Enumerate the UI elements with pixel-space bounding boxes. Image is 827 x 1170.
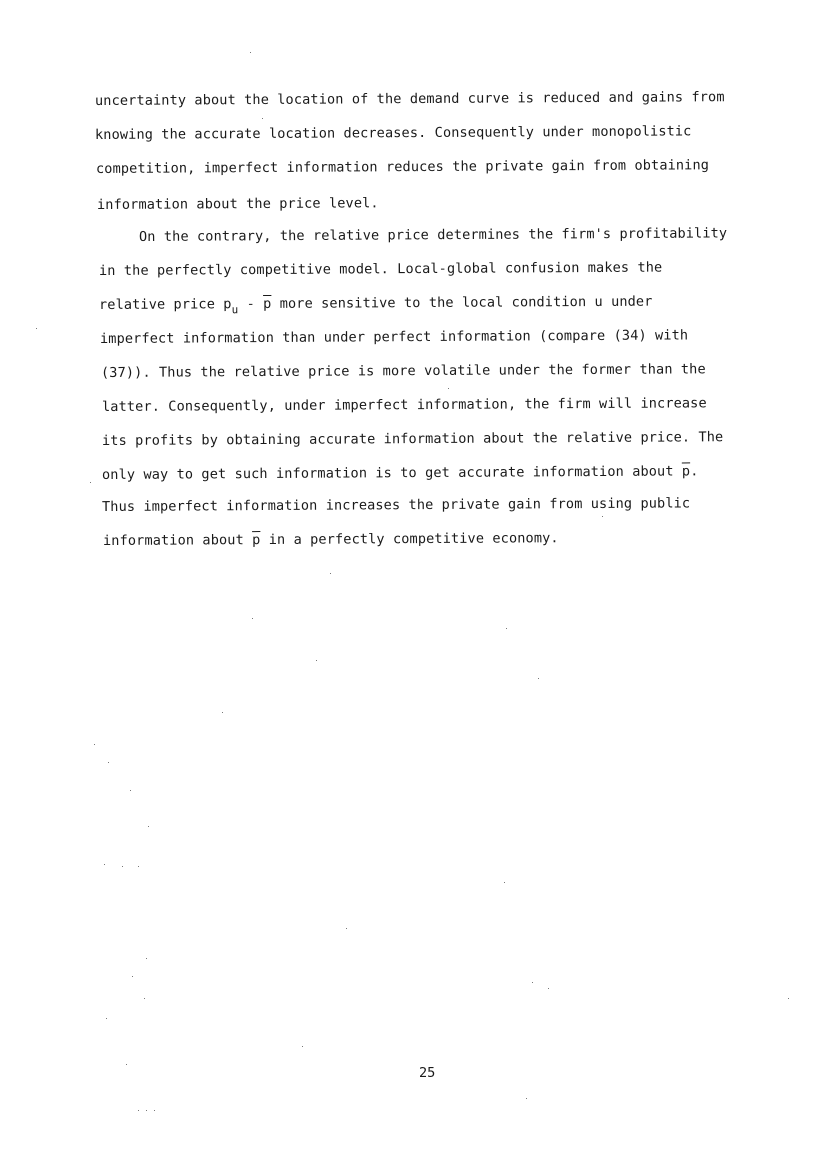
scan-speck <box>122 866 123 867</box>
scan-speck <box>504 882 505 883</box>
text-line-14-before: information about <box>102 532 253 549</box>
text-line-12-before: only way to get such information is to get accurate information about <box>101 463 682 483</box>
scan-speck <box>602 516 603 517</box>
p-bar-symbol: $\overline{p}$ <box>681 463 691 480</box>
scan-speck <box>126 1064 127 1065</box>
scan-speck <box>106 1018 107 1019</box>
text-line-7-before: relative price p <box>98 296 232 313</box>
text-line-7 <box>99 293 653 320</box>
scan-speck <box>222 712 223 713</box>
scan-speck <box>448 388 449 389</box>
text-line-12-after: . <box>690 463 699 480</box>
text-line-14 <box>103 529 559 550</box>
text-line-4: information about the price level. <box>96 195 379 213</box>
page-number: 25 <box>419 1065 436 1081</box>
scan-speck <box>316 660 317 661</box>
scan-speck <box>108 762 109 763</box>
text-line-1: uncertainty about the location of the demand curve is reduced and gains from <box>94 89 725 109</box>
scan-speck <box>252 618 253 619</box>
scan-speck <box>90 482 91 483</box>
text-line-2: knowing the accurate location decreases. Consequently under monopolistic <box>94 123 692 143</box>
text-line-8: imperfect information than under perfect information (compare (34) with <box>99 327 689 347</box>
scan-speck <box>330 573 331 574</box>
scan-speck <box>104 864 105 865</box>
scan-speck <box>532 982 533 983</box>
scan-speck <box>250 52 251 53</box>
scan-speck <box>148 826 149 827</box>
text-line-14-after: in a perfectly competitive economy. <box>260 530 559 549</box>
scan-speck <box>36 328 37 329</box>
scan-speck <box>548 988 549 989</box>
scan-speck <box>130 790 131 791</box>
scan-speck <box>144 998 145 999</box>
scan-speck <box>94 744 95 745</box>
p-bar-symbol: $\overline{p}$ <box>252 532 261 549</box>
scan-speck <box>788 998 789 999</box>
scan-speck <box>138 866 139 867</box>
scan-speck <box>526 1098 527 1099</box>
scan-speck <box>154 1110 155 1111</box>
text-line-10: latter. Consequently, under imperfect information, the firm will increase <box>101 395 707 415</box>
scan-speck <box>538 678 539 679</box>
scan-speck <box>506 628 507 629</box>
scan-speck <box>146 958 147 959</box>
text-line-7-after: more sensitive to the local condition u under <box>271 293 653 312</box>
text-line-3: competition, imperfect information reduces the private gain from obtaining <box>95 157 710 177</box>
scan-speck <box>146 1110 147 1111</box>
text-line-7-mid: - <box>238 295 264 313</box>
scan-speck <box>346 928 347 929</box>
p-bar-symbol: $\overline{p}$ <box>263 295 272 312</box>
text-line-11: its profits by obtaining accurate information about the relative price. The <box>101 429 724 449</box>
text-line-13: Thus imperfect information increases the private gain from using public <box>101 495 691 515</box>
text-line-6: in the perfectly competitive model. Local-global confusion makes the <box>98 259 663 279</box>
subscript-u: u <box>231 303 239 317</box>
scan-speck <box>132 976 133 977</box>
text-line-9: (37)). Thus the relative price is more volatile under the former than the <box>100 361 706 381</box>
scan-speck <box>302 1046 303 1047</box>
text-line-12 <box>102 462 699 484</box>
scan-speck <box>138 1110 139 1111</box>
text-line-5: On the contrary, the relative price determines the firm's profitability <box>138 225 728 245</box>
scan-speck <box>262 118 263 119</box>
